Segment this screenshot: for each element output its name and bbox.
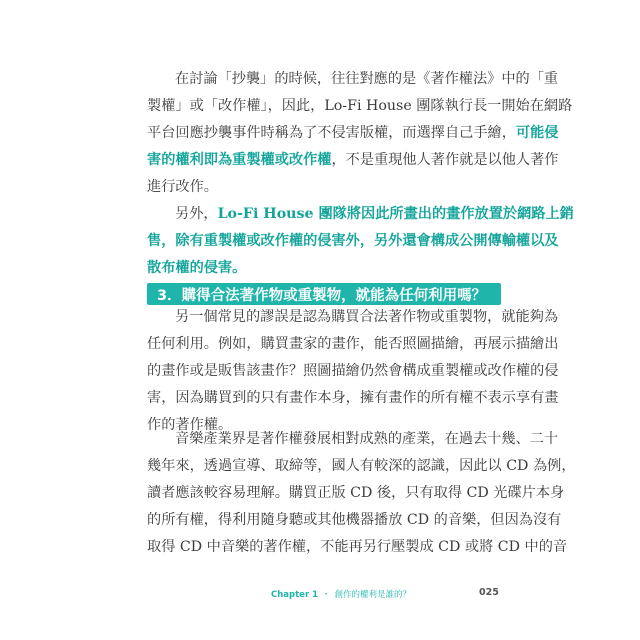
chapter-title: 創作的權利是誰的？ bbox=[334, 590, 412, 600]
highlighted-text: 可能侵 bbox=[515, 125, 559, 141]
text-line: 害，因為購買到的只有畫作本身，擁有畫作的所有權不表示享有畫 bbox=[147, 390, 559, 406]
page-number: 025 bbox=[479, 587, 499, 598]
chapter-label: Chapter 1 bbox=[271, 590, 319, 600]
section-heading bbox=[147, 283, 501, 305]
text-line: 讀者應該較容易理解。購買正版 CD 後，只有取得 CD 光碟片本身 bbox=[147, 485, 565, 501]
paragraph-music-industry bbox=[147, 426, 576, 561]
paragraph-plagiarism bbox=[147, 66, 573, 201]
text-segment: ，不是重現他人著作就是以他人著作 bbox=[331, 152, 559, 168]
paragraph-additional-infringement bbox=[147, 201, 574, 282]
text-line bbox=[147, 120, 559, 147]
text-segment: 另外， bbox=[175, 206, 218, 222]
text-line: 的畫作或是販售該畫作？照圖描繪仍然會構成重製權或改作權的侵 bbox=[147, 363, 559, 379]
text-line bbox=[147, 201, 574, 228]
highlighted-text: 售，除有重製權或改作權的侵害外，另外還會構成公開傳輸權以及 bbox=[147, 233, 559, 249]
text-line bbox=[147, 147, 559, 174]
text-line: 作的著作權。 bbox=[147, 417, 233, 433]
text-line: 音樂產業界是著作權發展相對成熟的產業，在過去十幾、二十 bbox=[175, 431, 559, 447]
highlighted-text: Lo-Fi House 團隊將因此所畫出的畫作放置於網路上銷 bbox=[217, 206, 574, 222]
text-segment: 平台回應抄襲事件時稱為了不侵害版權，而選擇自己手繪， bbox=[147, 125, 516, 141]
text-line: 另一個常見的謬誤是認為購買合法著作物或重製物，就能夠為 bbox=[175, 309, 559, 325]
highlighted-text: 散布權的侵害。 bbox=[147, 260, 247, 276]
highlighted-text: 害的權利即為重製權或改作權 bbox=[147, 152, 332, 168]
running-footer bbox=[271, 588, 411, 600]
footer-separator: ・ bbox=[322, 590, 331, 600]
text-line: 製權」或「改作權」，因此，Lo-Fi House 團隊執行長一開始在網路 bbox=[147, 98, 573, 114]
text-line: 的所有權，得利用隨身聽或其他機器播放 CD 的音樂，但因為沒有 bbox=[147, 512, 562, 528]
text-line: 任何利用。例如，購買畫家的畫作，能否照圖描繪，再展示描繪出 bbox=[147, 336, 559, 352]
text-line: 幾年來，透過宣導、取締等，國人有較深的認識，因此以 CD 為例， bbox=[147, 458, 576, 474]
text-line: 取得 CD 中音樂的著作權，不能再另行壓製成 CD 或將 CD 中的音 bbox=[147, 539, 568, 555]
text-line: 進行改作。 bbox=[147, 179, 218, 195]
section-heading-text: 3．購得合法著作物或重製物，就能為任何利用嗎？ bbox=[157, 287, 487, 304]
text-line: 在討論「抄襲」的時候，往往對應的是《著作權法》中的「重 bbox=[175, 71, 559, 87]
